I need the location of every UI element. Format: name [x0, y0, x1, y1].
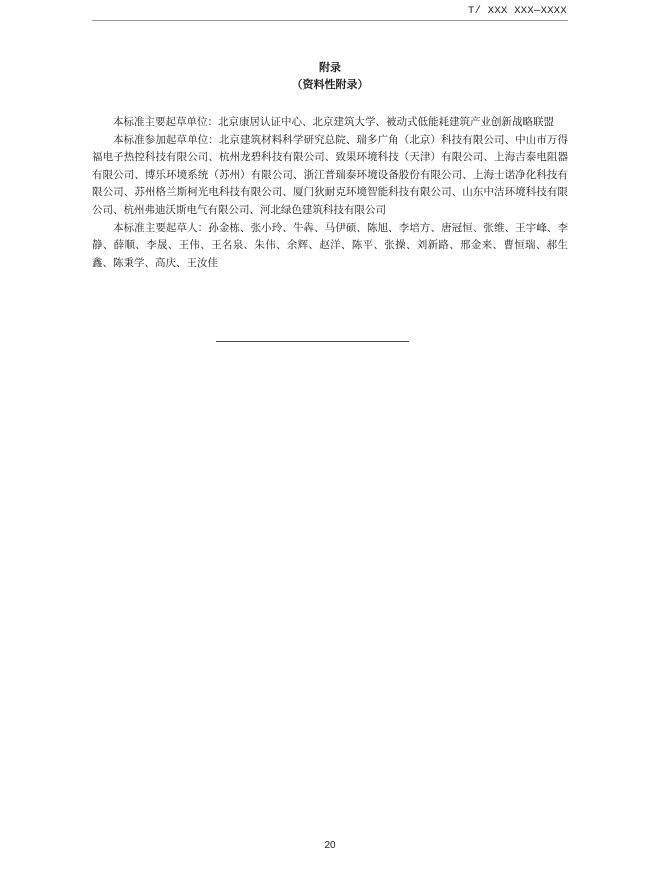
main-drafters-paragraph: 本标准主要起草人：孙金栋、张小玲、牛犇、马伊硕、陈旭、李培方、唐冠恒、张维、王宇峰、李静、薛顺、李晟、王伟、王名泉、朱伟、余辉、赵洋、陈平、张操、刘新路、邢金来、曹恒瑞、郝生鑫、陈秉学、高庆、王汝佳 [92, 221, 568, 269]
annex-body [92, 114, 568, 272]
end-of-document-rule [216, 341, 409, 342]
standard-code: T/ XXX XXX—XXXX [467, 5, 567, 17]
participating-drafting-units-paragraph: 本标准参加起草单位：北京建筑材料科学研究总院、瑞多广角（北京）科技有限公司、中山市万得福电子热控科技有限公司、杭州龙碧科技有限公司、致果环境科技（天津）有限公司、上海吉泰电阻器有限公司、博乐环境系统（苏州）有限公司、浙江普瑞泰环境设备股份有限公司、上海士诺净化科技有限公司、苏州格兰斯柯光电科技有限公司、厦门狄耐克环境智能科技有限公司、山东中洁环境科技有限公司、杭州弗迪沃斯电气有限公司、河北绿色建筑科技有限公司 [92, 133, 568, 216]
header-divider [92, 20, 568, 21]
annex-subtitle: （资料性附录） [291, 78, 369, 91]
main-drafting-units-paragraph: 本标准主要起草单位：北京康居认证中心、北京建筑大学、被动式低能耗建筑产业创新战略联盟 [113, 116, 554, 128]
page-number: 20 [324, 840, 336, 851]
annex-title: 附录 [319, 61, 341, 74]
